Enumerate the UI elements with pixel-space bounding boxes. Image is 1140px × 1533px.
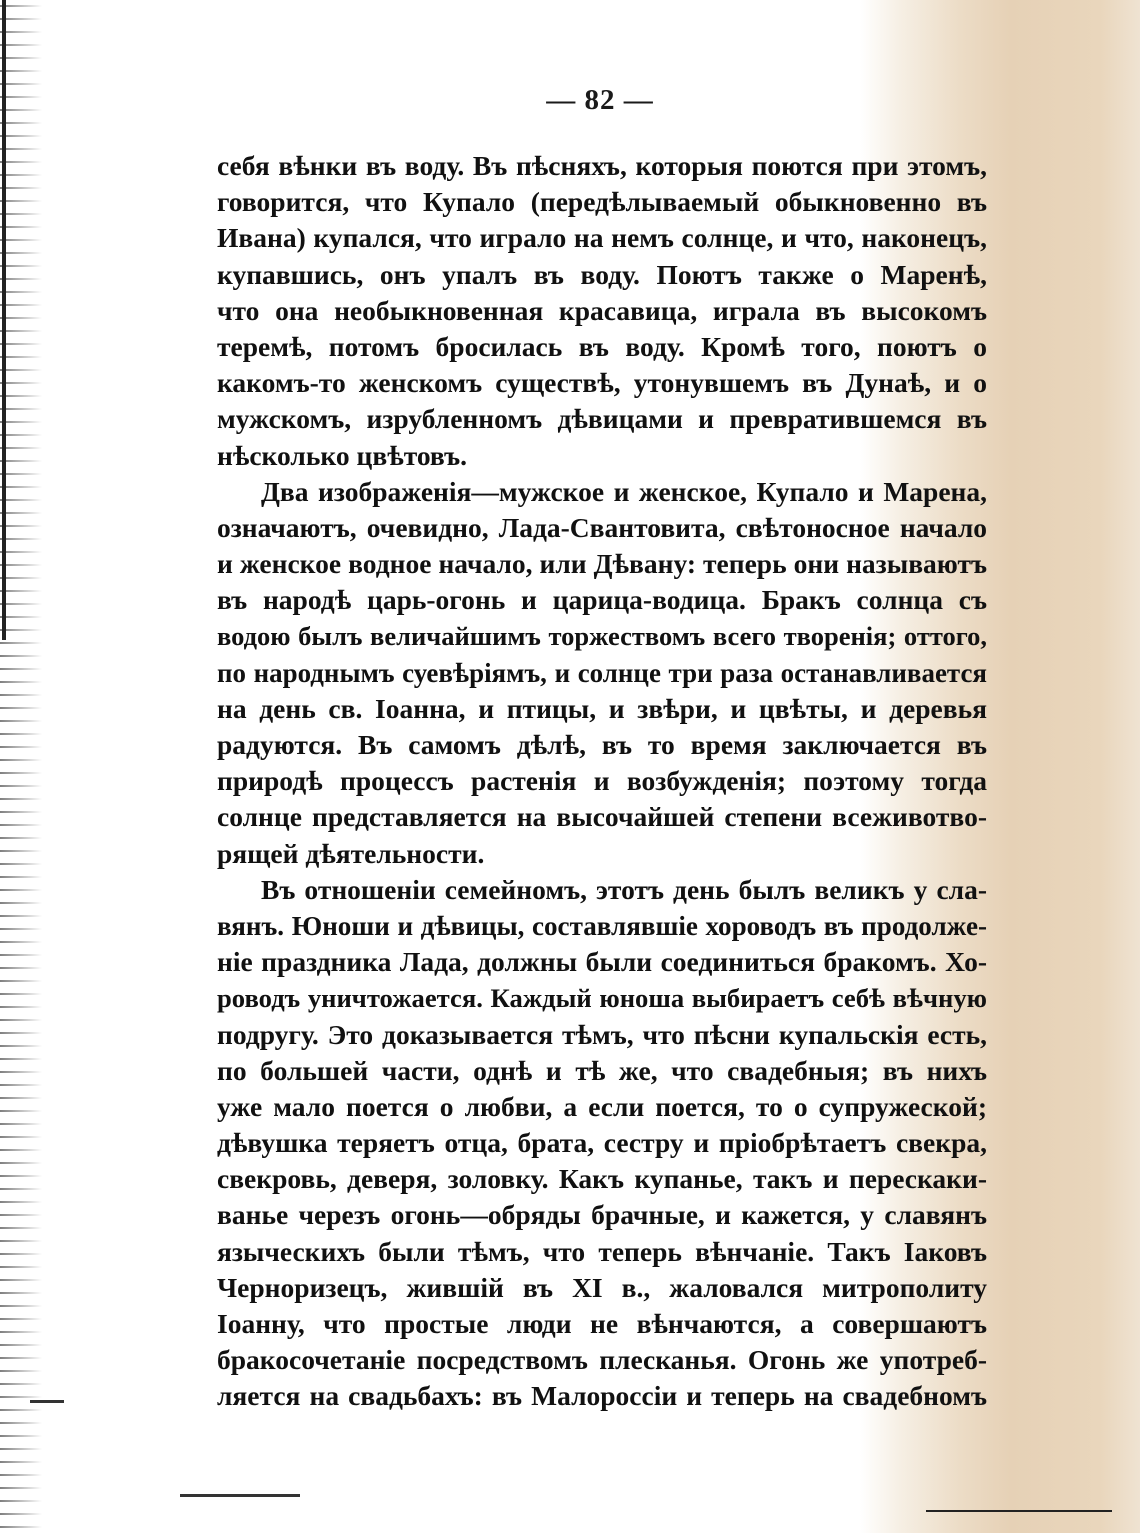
text-line: Въ отношеніи семейномъ, этотъ день былъ великъ у сла- [261, 873, 987, 905]
margin-mark [30, 1400, 64, 1403]
text-line: означаютъ, очевидно, Лада-Свантовита, свѣтоносное начало [217, 511, 987, 543]
text-line: дѣвушка теряетъ отца, брата, сестру и пріобрѣтаетъ свекра, [217, 1127, 987, 1159]
text-line: купавшись, онъ упалъ въ воду. Поютъ также о Маренѣ, [217, 258, 987, 290]
text-line: и женское водное начало, или Дѣвану: теперь они называютъ [217, 548, 987, 580]
text-line: что она необыкновенная красавица, играла въ высокомъ [217, 294, 987, 326]
text-line: свекровь, деверя, золовку. Какъ купанье, такъ и перескаки- [217, 1163, 987, 1195]
text-line: теремѣ, потомъ бросилась въ воду. Кромѣ того, поютъ о [217, 330, 987, 362]
text-line: Іоанну, что простые люди не вѣнчаются, а совершаютъ [217, 1308, 987, 1339]
bottom-rule-right [926, 1510, 1112, 1512]
text-line: бракосочетаніе посредствомъ плесканья. Огонь же употреб- [217, 1344, 987, 1376]
body-text [217, 148, 987, 1415]
text-line: ванье черезъ огонь—обряды брачные, и кажется, у славянъ [217, 1199, 987, 1231]
text-line: водою былъ величайшимъ торжествомъ всего творенія; оттого, [217, 621, 987, 652]
text-line: солнце представляется на высочайшей степени всеживотво- [217, 801, 987, 833]
text-line: подругу. Это доказывается тѣмъ, что пѣсни купальскія есть, [217, 1018, 987, 1050]
text-line: въ народѣ царь-огонь и царица-водица. Бракъ солнца съ [217, 584, 987, 616]
text-line: какомъ-то женскомъ существѣ, утонувшемъ въ Дунаѣ, и о [217, 367, 987, 399]
text-line: языческихъ были тѣмъ, что теперь вѣнчаніе. Такъ Іаковъ [217, 1235, 987, 1267]
text-line: по народнымъ суевѣріямъ, и солнце три раза останавливается [217, 657, 987, 688]
text-line: Черноризецъ, жившій въ XI в., жаловался митрополиту [217, 1271, 987, 1303]
text-line: радуются. Въ самомъ дѣлѣ, въ то время заключается въ [217, 729, 987, 760]
text-line: на день св. Іоанна, и птицы, и звѣри, и цвѣты, и деревья [217, 692, 987, 724]
text-line: ляется на свадьбахъ: въ Малороссіи и теперь на свадебномъ [217, 1380, 987, 1412]
text-line: Ивана) купался, что играло на немъ солнце, и что, наконецъ, [217, 222, 987, 254]
text-line: природѣ процессъ растенія и возбужденія; поэтому тогда [217, 765, 987, 797]
text-line: мужскомъ, изрубленномъ дѣвицами и превратившемся въ [217, 403, 987, 435]
text-line: себя вѣнки въ воду. Въ пѣсняхъ, которыя поются при этомъ, [217, 150, 987, 181]
text-line: вянъ. Юноши и дѣвицы, составлявшіе хороводъ въ продолже- [217, 910, 987, 941]
text-line: говорится, что Купало (передѣлываемый обыкновенно въ [217, 186, 987, 218]
text-line: по большей части, однѣ и тѣ же, что свадебныя; въ нихъ [217, 1054, 987, 1086]
text-line: роводъ уничтожается. Каждый юноша выбираетъ себѣ вѣчную [217, 983, 987, 1014]
text-line: ніе праздника Лада, должны были соединиться бракомъ. Хо- [217, 946, 987, 978]
text-line: Два изображенія—мужское и женское, Купало и Марена, [261, 475, 987, 507]
text-line: уже мало поется о любви, а если поется, то о супружеской; [217, 1090, 987, 1122]
page-number: — 82 — [546, 84, 654, 116]
text-line: рящей дѣятельности. [217, 837, 485, 869]
bottom-rule-left [180, 1494, 300, 1497]
text-line: нѣсколько цвѣтовъ. [217, 439, 467, 471]
binding-shadow [0, 0, 42, 1533]
